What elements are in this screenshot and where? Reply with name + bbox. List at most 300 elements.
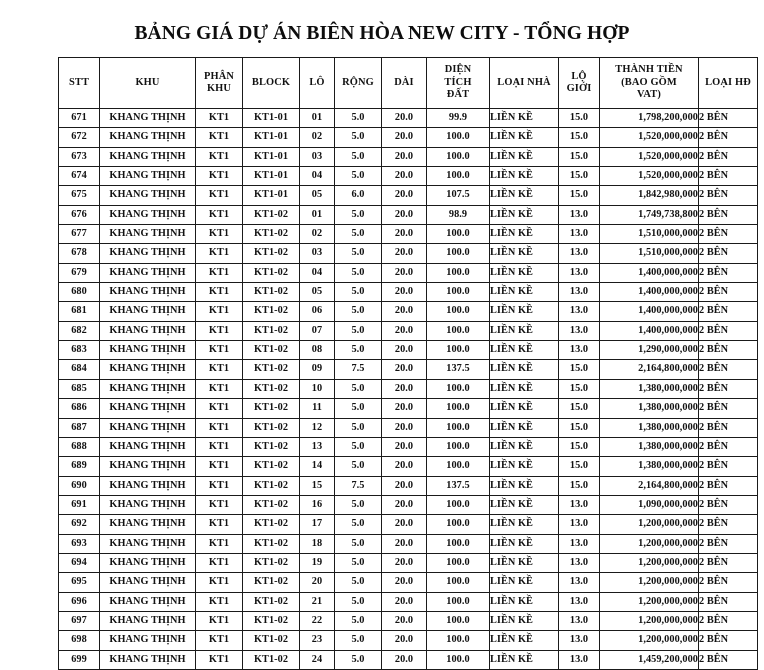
cell-dientich: 100.0 bbox=[427, 573, 490, 592]
cell-khu: KHANG THỊNH bbox=[100, 631, 196, 650]
cell-dientich: 100.0 bbox=[427, 592, 490, 611]
cell-block: KT1-02 bbox=[243, 360, 300, 379]
cell-phankhu: KT1 bbox=[196, 399, 243, 418]
cell-lo: 17 bbox=[300, 515, 335, 534]
cell-stt: 697 bbox=[59, 611, 100, 630]
cell-logioi: 15.0 bbox=[559, 437, 600, 456]
cell-logioi: 13.0 bbox=[559, 225, 600, 244]
cell-logioi: 13.0 bbox=[559, 341, 600, 360]
cell-phankhu: KT1 bbox=[196, 283, 243, 302]
cell-khu: KHANG THỊNH bbox=[100, 205, 196, 224]
column-header-dien-tich-dat-line2: TÍCH bbox=[444, 76, 472, 88]
cell-stt: 698 bbox=[59, 631, 100, 650]
price-table-container bbox=[58, 57, 751, 670]
cell-thanhtien: 1,200,000,000 bbox=[600, 592, 699, 611]
table-row bbox=[59, 147, 758, 166]
cell-block: KT1-02 bbox=[243, 341, 300, 360]
cell-phankhu: KT1 bbox=[196, 167, 243, 186]
cell-thanhtien: 1,510,000,000 bbox=[600, 244, 699, 263]
cell-phankhu: KT1 bbox=[196, 515, 243, 534]
cell-rong: 5.0 bbox=[335, 321, 382, 340]
cell-dai: 20.0 bbox=[382, 457, 427, 476]
cell-thanhtien: 1,459,200,000 bbox=[600, 650, 699, 669]
column-header-dien-tich-dat-line3: ĐẤT bbox=[446, 89, 470, 101]
cell-khu: KHANG THỊNH bbox=[100, 515, 196, 534]
cell-phankhu: KT1 bbox=[196, 341, 243, 360]
cell-phankhu: KT1 bbox=[196, 457, 243, 476]
cell-logioi: 15.0 bbox=[559, 457, 600, 476]
cell-loainha: LIỀN KỀ bbox=[490, 302, 559, 321]
cell-dai: 20.0 bbox=[382, 109, 427, 128]
cell-loaihd: 2 BÊN bbox=[699, 109, 758, 128]
cell-dai: 20.0 bbox=[382, 631, 427, 650]
cell-thanhtien: 1,798,200,000 bbox=[600, 109, 699, 128]
column-header-block: BLOCK bbox=[243, 58, 300, 109]
column-header-lo: LÔ bbox=[300, 58, 335, 109]
cell-loainha: LIỀN KỀ bbox=[490, 631, 559, 650]
cell-phankhu: KT1 bbox=[196, 263, 243, 282]
cell-rong: 5.0 bbox=[335, 418, 382, 437]
cell-loaihd: 2 BÊN bbox=[699, 495, 758, 514]
cell-logioi: 13.0 bbox=[559, 611, 600, 630]
cell-loainha: LIỀN KỀ bbox=[490, 109, 559, 128]
column-header-khu: KHU bbox=[100, 58, 196, 109]
cell-phankhu: KT1 bbox=[196, 302, 243, 321]
cell-logioi: 13.0 bbox=[559, 515, 600, 534]
cell-stt: 685 bbox=[59, 379, 100, 398]
cell-stt: 694 bbox=[59, 553, 100, 572]
cell-lo: 13 bbox=[300, 437, 335, 456]
cell-lo: 19 bbox=[300, 553, 335, 572]
column-header-phan-khu-line2: KHU bbox=[206, 83, 232, 94]
cell-block: KT1-02 bbox=[243, 321, 300, 340]
cell-dai: 20.0 bbox=[382, 650, 427, 669]
table-row bbox=[59, 263, 758, 282]
table-row bbox=[59, 573, 758, 592]
cell-khu: KHANG THỊNH bbox=[100, 109, 196, 128]
cell-loainha: LIỀN KỀ bbox=[490, 360, 559, 379]
table-row bbox=[59, 109, 758, 128]
cell-block: KT1-02 bbox=[243, 631, 300, 650]
column-header-dai: DÀI bbox=[382, 58, 427, 109]
cell-logioi: 13.0 bbox=[559, 573, 600, 592]
table-row bbox=[59, 302, 758, 321]
cell-loaihd: 2 BÊN bbox=[699, 128, 758, 147]
cell-dai: 20.0 bbox=[382, 418, 427, 437]
cell-thanhtien: 1,290,000,000 bbox=[600, 341, 699, 360]
cell-dientich: 100.0 bbox=[427, 631, 490, 650]
cell-block: KT1-02 bbox=[243, 592, 300, 611]
cell-dientich: 100.0 bbox=[427, 167, 490, 186]
cell-phankhu: KT1 bbox=[196, 379, 243, 398]
cell-khu: KHANG THỊNH bbox=[100, 341, 196, 360]
cell-dientich: 98.9 bbox=[427, 205, 490, 224]
cell-loainha: LIỀN KỀ bbox=[490, 186, 559, 205]
cell-logioi: 13.0 bbox=[559, 302, 600, 321]
cell-block: KT1-02 bbox=[243, 515, 300, 534]
page-title: BẢNG GIÁ DỰ ÁN BIÊN HÒA NEW CITY - TỔNG HỢP bbox=[134, 23, 630, 44]
cell-dai: 20.0 bbox=[382, 553, 427, 572]
table-row bbox=[59, 650, 758, 669]
cell-lo: 09 bbox=[300, 360, 335, 379]
cell-khu: KHANG THỊNH bbox=[100, 611, 196, 630]
cell-lo: 20 bbox=[300, 573, 335, 592]
cell-stt: 674 bbox=[59, 167, 100, 186]
cell-loainha: LIỀN KỀ bbox=[490, 553, 559, 572]
table-row bbox=[59, 457, 758, 476]
cell-khu: KHANG THỊNH bbox=[100, 225, 196, 244]
cell-rong: 7.5 bbox=[335, 476, 382, 495]
cell-lo: 03 bbox=[300, 244, 335, 263]
cell-lo: 05 bbox=[300, 283, 335, 302]
cell-lo: 16 bbox=[300, 495, 335, 514]
cell-phankhu: KT1 bbox=[196, 109, 243, 128]
cell-khu: KHANG THỊNH bbox=[100, 321, 196, 340]
cell-khu: KHANG THỊNH bbox=[100, 650, 196, 669]
cell-loainha: LIỀN KỀ bbox=[490, 147, 559, 166]
cell-rong: 5.0 bbox=[335, 437, 382, 456]
cell-thanhtien: 1,510,000,000 bbox=[600, 225, 699, 244]
cell-dientich: 100.0 bbox=[427, 302, 490, 321]
cell-lo: 15 bbox=[300, 476, 335, 495]
cell-dai: 20.0 bbox=[382, 186, 427, 205]
cell-logioi: 15.0 bbox=[559, 128, 600, 147]
cell-stt: 680 bbox=[59, 283, 100, 302]
cell-dientich: 100.0 bbox=[427, 321, 490, 340]
table-row bbox=[59, 553, 758, 572]
cell-dientich: 100.0 bbox=[427, 283, 490, 302]
cell-block: KT1-02 bbox=[243, 457, 300, 476]
cell-thanhtien: 1,200,000,000 bbox=[600, 611, 699, 630]
cell-block: KT1-02 bbox=[243, 437, 300, 456]
cell-lo: 14 bbox=[300, 457, 335, 476]
cell-stt: 684 bbox=[59, 360, 100, 379]
cell-khu: KHANG THỊNH bbox=[100, 360, 196, 379]
cell-loaihd: 2 BÊN bbox=[699, 418, 758, 437]
cell-phankhu: KT1 bbox=[196, 128, 243, 147]
cell-lo: 01 bbox=[300, 205, 335, 224]
table-row bbox=[59, 495, 758, 514]
cell-dientich: 137.5 bbox=[427, 360, 490, 379]
cell-khu: KHANG THỊNH bbox=[100, 379, 196, 398]
cell-thanhtien: 2,164,800,000 bbox=[600, 360, 699, 379]
table-row bbox=[59, 167, 758, 186]
cell-dai: 20.0 bbox=[382, 167, 427, 186]
cell-logioi: 15.0 bbox=[559, 399, 600, 418]
cell-logioi: 13.0 bbox=[559, 263, 600, 282]
table-row bbox=[59, 341, 758, 360]
cell-stt: 673 bbox=[59, 147, 100, 166]
cell-stt: 679 bbox=[59, 263, 100, 282]
cell-lo: 24 bbox=[300, 650, 335, 669]
cell-stt: 677 bbox=[59, 225, 100, 244]
cell-thanhtien: 1,200,000,000 bbox=[600, 573, 699, 592]
cell-thanhtien: 1,380,000,000 bbox=[600, 457, 699, 476]
column-header-thanh-tien-line3: VAT) bbox=[637, 89, 661, 101]
cell-rong: 5.0 bbox=[335, 167, 382, 186]
cell-thanhtien: 1,200,000,000 bbox=[600, 515, 699, 534]
cell-lo: 02 bbox=[300, 225, 335, 244]
cell-phankhu: KT1 bbox=[196, 592, 243, 611]
cell-dientich: 100.0 bbox=[427, 553, 490, 572]
cell-stt: 691 bbox=[59, 495, 100, 514]
cell-dientich: 100.0 bbox=[427, 515, 490, 534]
cell-loainha: LIỀN KỀ bbox=[490, 611, 559, 630]
table-header bbox=[59, 58, 758, 109]
cell-khu: KHANG THỊNH bbox=[100, 399, 196, 418]
cell-stt: 676 bbox=[59, 205, 100, 224]
table-row bbox=[59, 399, 758, 418]
cell-thanhtien: 1,400,000,000 bbox=[600, 263, 699, 282]
cell-dientich: 100.0 bbox=[427, 399, 490, 418]
cell-loaihd: 2 BÊN bbox=[699, 205, 758, 224]
cell-block: KT1-01 bbox=[243, 186, 300, 205]
cell-khu: KHANG THỊNH bbox=[100, 147, 196, 166]
cell-dientich: 100.0 bbox=[427, 147, 490, 166]
cell-dai: 20.0 bbox=[382, 379, 427, 398]
cell-dai: 20.0 bbox=[382, 302, 427, 321]
cell-loaihd: 2 BÊN bbox=[699, 147, 758, 166]
cell-stt: 689 bbox=[59, 457, 100, 476]
cell-loaihd: 2 BÊN bbox=[699, 573, 758, 592]
cell-dai: 20.0 bbox=[382, 611, 427, 630]
cell-stt: 693 bbox=[59, 534, 100, 553]
cell-block: KT1-02 bbox=[243, 302, 300, 321]
cell-rong: 5.0 bbox=[335, 379, 382, 398]
cell-lo: 01 bbox=[300, 109, 335, 128]
cell-dientich: 100.0 bbox=[427, 128, 490, 147]
cell-lo: 22 bbox=[300, 611, 335, 630]
cell-rong: 5.0 bbox=[335, 457, 382, 476]
cell-stt: 692 bbox=[59, 515, 100, 534]
cell-stt: 690 bbox=[59, 476, 100, 495]
cell-dientich: 100.0 bbox=[427, 418, 490, 437]
table-row bbox=[59, 283, 758, 302]
column-header-lo-gioi-line1: LỘ bbox=[571, 70, 587, 82]
cell-khu: KHANG THỊNH bbox=[100, 573, 196, 592]
cell-block: KT1-01 bbox=[243, 109, 300, 128]
table-row bbox=[59, 437, 758, 456]
cell-rong: 5.0 bbox=[335, 515, 382, 534]
cell-lo: 23 bbox=[300, 631, 335, 650]
cell-phankhu: KT1 bbox=[196, 553, 243, 572]
cell-dai: 20.0 bbox=[382, 495, 427, 514]
cell-thanhtien: 1,380,000,000 bbox=[600, 379, 699, 398]
cell-logioi: 13.0 bbox=[559, 321, 600, 340]
cell-lo: 08 bbox=[300, 341, 335, 360]
cell-rong: 5.0 bbox=[335, 341, 382, 360]
cell-loainha: LIỀN KỀ bbox=[490, 341, 559, 360]
cell-dientich: 100.0 bbox=[427, 457, 490, 476]
cell-thanhtien: 1,200,000,000 bbox=[600, 631, 699, 650]
cell-dai: 20.0 bbox=[382, 399, 427, 418]
cell-rong: 5.0 bbox=[335, 553, 382, 572]
cell-logioi: 15.0 bbox=[559, 360, 600, 379]
cell-loainha: LIỀN KỀ bbox=[490, 283, 559, 302]
cell-block: KT1-02 bbox=[243, 650, 300, 669]
cell-loaihd: 2 BÊN bbox=[699, 341, 758, 360]
cell-rong: 5.0 bbox=[335, 650, 382, 669]
cell-dientich: 100.0 bbox=[427, 341, 490, 360]
cell-logioi: 13.0 bbox=[559, 553, 600, 572]
cell-phankhu: KT1 bbox=[196, 573, 243, 592]
cell-stt: 672 bbox=[59, 128, 100, 147]
cell-loaihd: 2 BÊN bbox=[699, 379, 758, 398]
cell-loaihd: 2 BÊN bbox=[699, 321, 758, 340]
cell-dai: 20.0 bbox=[382, 341, 427, 360]
cell-dientich: 99.9 bbox=[427, 109, 490, 128]
cell-rong: 5.0 bbox=[335, 147, 382, 166]
cell-dai: 20.0 bbox=[382, 225, 427, 244]
cell-rong: 5.0 bbox=[335, 225, 382, 244]
cell-stt: 696 bbox=[59, 592, 100, 611]
table-row bbox=[59, 205, 758, 224]
cell-block: KT1-02 bbox=[243, 476, 300, 495]
cell-rong: 5.0 bbox=[335, 592, 382, 611]
cell-stt: 681 bbox=[59, 302, 100, 321]
cell-dientich: 100.0 bbox=[427, 244, 490, 263]
cell-loaihd: 2 BÊN bbox=[699, 515, 758, 534]
cell-phankhu: KT1 bbox=[196, 225, 243, 244]
table-row bbox=[59, 128, 758, 147]
cell-loainha: LIỀN KỀ bbox=[490, 244, 559, 263]
cell-logioi: 13.0 bbox=[559, 283, 600, 302]
cell-thanhtien: 1,400,000,000 bbox=[600, 283, 699, 302]
cell-khu: KHANG THỊNH bbox=[100, 418, 196, 437]
cell-khu: KHANG THỊNH bbox=[100, 302, 196, 321]
cell-lo: 06 bbox=[300, 302, 335, 321]
cell-loainha: LIỀN KỀ bbox=[490, 128, 559, 147]
table-body bbox=[59, 109, 758, 670]
cell-thanhtien: 1,090,000,000 bbox=[600, 495, 699, 514]
cell-dientich: 100.0 bbox=[427, 263, 490, 282]
cell-khu: KHANG THỊNH bbox=[100, 244, 196, 263]
cell-block: KT1-01 bbox=[243, 167, 300, 186]
cell-khu: KHANG THỊNH bbox=[100, 263, 196, 282]
column-header-dien-tich-dat-line1: DIỆN bbox=[444, 64, 472, 76]
cell-rong: 5.0 bbox=[335, 611, 382, 630]
cell-loaihd: 2 BÊN bbox=[699, 167, 758, 186]
cell-logioi: 15.0 bbox=[559, 147, 600, 166]
cell-dai: 20.0 bbox=[382, 476, 427, 495]
cell-block: KT1-02 bbox=[243, 495, 300, 514]
cell-loaihd: 2 BÊN bbox=[699, 244, 758, 263]
cell-thanhtien: 1,200,000,000 bbox=[600, 553, 699, 572]
cell-dientich: 107.5 bbox=[427, 186, 490, 205]
cell-rong: 5.0 bbox=[335, 534, 382, 553]
cell-block: KT1-02 bbox=[243, 399, 300, 418]
column-header-thanh-tien-line2: (BAO GỒM bbox=[621, 76, 677, 88]
column-header-rong: RỘNG bbox=[335, 58, 382, 109]
cell-block: KT1-02 bbox=[243, 205, 300, 224]
cell-logioi: 15.0 bbox=[559, 418, 600, 437]
table-row bbox=[59, 611, 758, 630]
cell-loainha: LIỀN KỀ bbox=[490, 379, 559, 398]
cell-dientich: 100.0 bbox=[427, 225, 490, 244]
column-header-thanh-tien bbox=[600, 58, 699, 109]
cell-thanhtien: 1,380,000,000 bbox=[600, 418, 699, 437]
cell-loainha: LIỀN KỀ bbox=[490, 457, 559, 476]
cell-phankhu: KT1 bbox=[196, 476, 243, 495]
table-row bbox=[59, 321, 758, 340]
cell-loaihd: 2 BÊN bbox=[699, 360, 758, 379]
cell-loainha: LIỀN KỀ bbox=[490, 399, 559, 418]
cell-lo: 07 bbox=[300, 321, 335, 340]
table-row bbox=[59, 515, 758, 534]
cell-lo: 12 bbox=[300, 418, 335, 437]
column-header-thanh-tien-line1: THÀNH TIỀN bbox=[615, 64, 683, 76]
table-row bbox=[59, 534, 758, 553]
cell-stt: 687 bbox=[59, 418, 100, 437]
cell-block: KT1-02 bbox=[243, 534, 300, 553]
cell-thanhtien: 1,520,000,000 bbox=[600, 147, 699, 166]
cell-loainha: LIỀN KỀ bbox=[490, 650, 559, 669]
cell-stt: 682 bbox=[59, 321, 100, 340]
cell-dientich: 100.0 bbox=[427, 650, 490, 669]
cell-dai: 20.0 bbox=[382, 360, 427, 379]
cell-phankhu: KT1 bbox=[196, 650, 243, 669]
cell-rong: 7.5 bbox=[335, 360, 382, 379]
cell-logioi: 13.0 bbox=[559, 534, 600, 553]
cell-stt: 688 bbox=[59, 437, 100, 456]
cell-lo: 03 bbox=[300, 147, 335, 166]
cell-logioi: 13.0 bbox=[559, 205, 600, 224]
cell-stt: 683 bbox=[59, 341, 100, 360]
cell-stt: 699 bbox=[59, 650, 100, 669]
cell-loaihd: 2 BÊN bbox=[699, 283, 758, 302]
cell-block: KT1-02 bbox=[243, 244, 300, 263]
cell-lo: 05 bbox=[300, 186, 335, 205]
cell-rong: 5.0 bbox=[335, 263, 382, 282]
cell-dai: 20.0 bbox=[382, 321, 427, 340]
cell-khu: KHANG THỊNH bbox=[100, 592, 196, 611]
cell-phankhu: KT1 bbox=[196, 321, 243, 340]
cell-loainha: LIỀN KỀ bbox=[490, 534, 559, 553]
cell-block: KT1-02 bbox=[243, 418, 300, 437]
cell-thanhtien: 1,749,738,800 bbox=[600, 205, 699, 224]
cell-khu: KHANG THỊNH bbox=[100, 167, 196, 186]
cell-khu: KHANG THỊNH bbox=[100, 186, 196, 205]
cell-thanhtien: 1,200,000,000 bbox=[600, 534, 699, 553]
cell-loaihd: 2 BÊN bbox=[699, 476, 758, 495]
cell-loaihd: 2 BÊN bbox=[699, 263, 758, 282]
cell-thanhtien: 1,400,000,000 bbox=[600, 321, 699, 340]
cell-khu: KHANG THỊNH bbox=[100, 553, 196, 572]
cell-loainha: LIỀN KỀ bbox=[490, 437, 559, 456]
column-header-phan-khu-line1: PHÂN bbox=[203, 70, 235, 82]
cell-dai: 20.0 bbox=[382, 534, 427, 553]
cell-logioi: 15.0 bbox=[559, 476, 600, 495]
cell-dai: 20.0 bbox=[382, 244, 427, 263]
cell-khu: KHANG THỊNH bbox=[100, 283, 196, 302]
cell-dientich: 100.0 bbox=[427, 534, 490, 553]
cell-loainha: LIỀN KỀ bbox=[490, 476, 559, 495]
table-row bbox=[59, 186, 758, 205]
cell-dai: 20.0 bbox=[382, 283, 427, 302]
table-row bbox=[59, 592, 758, 611]
cell-rong: 6.0 bbox=[335, 186, 382, 205]
cell-khu: KHANG THỊNH bbox=[100, 457, 196, 476]
cell-khu: KHANG THỊNH bbox=[100, 437, 196, 456]
cell-loaihd: 2 BÊN bbox=[699, 186, 758, 205]
column-header-stt: STT bbox=[59, 58, 100, 109]
cell-rong: 5.0 bbox=[335, 573, 382, 592]
cell-loainha: LIỀN KỀ bbox=[490, 592, 559, 611]
cell-loainha: LIỀN KỀ bbox=[490, 573, 559, 592]
column-header-dien-tich-dat bbox=[427, 58, 490, 109]
table-row bbox=[59, 631, 758, 650]
cell-thanhtien: 1,520,000,000 bbox=[600, 128, 699, 147]
